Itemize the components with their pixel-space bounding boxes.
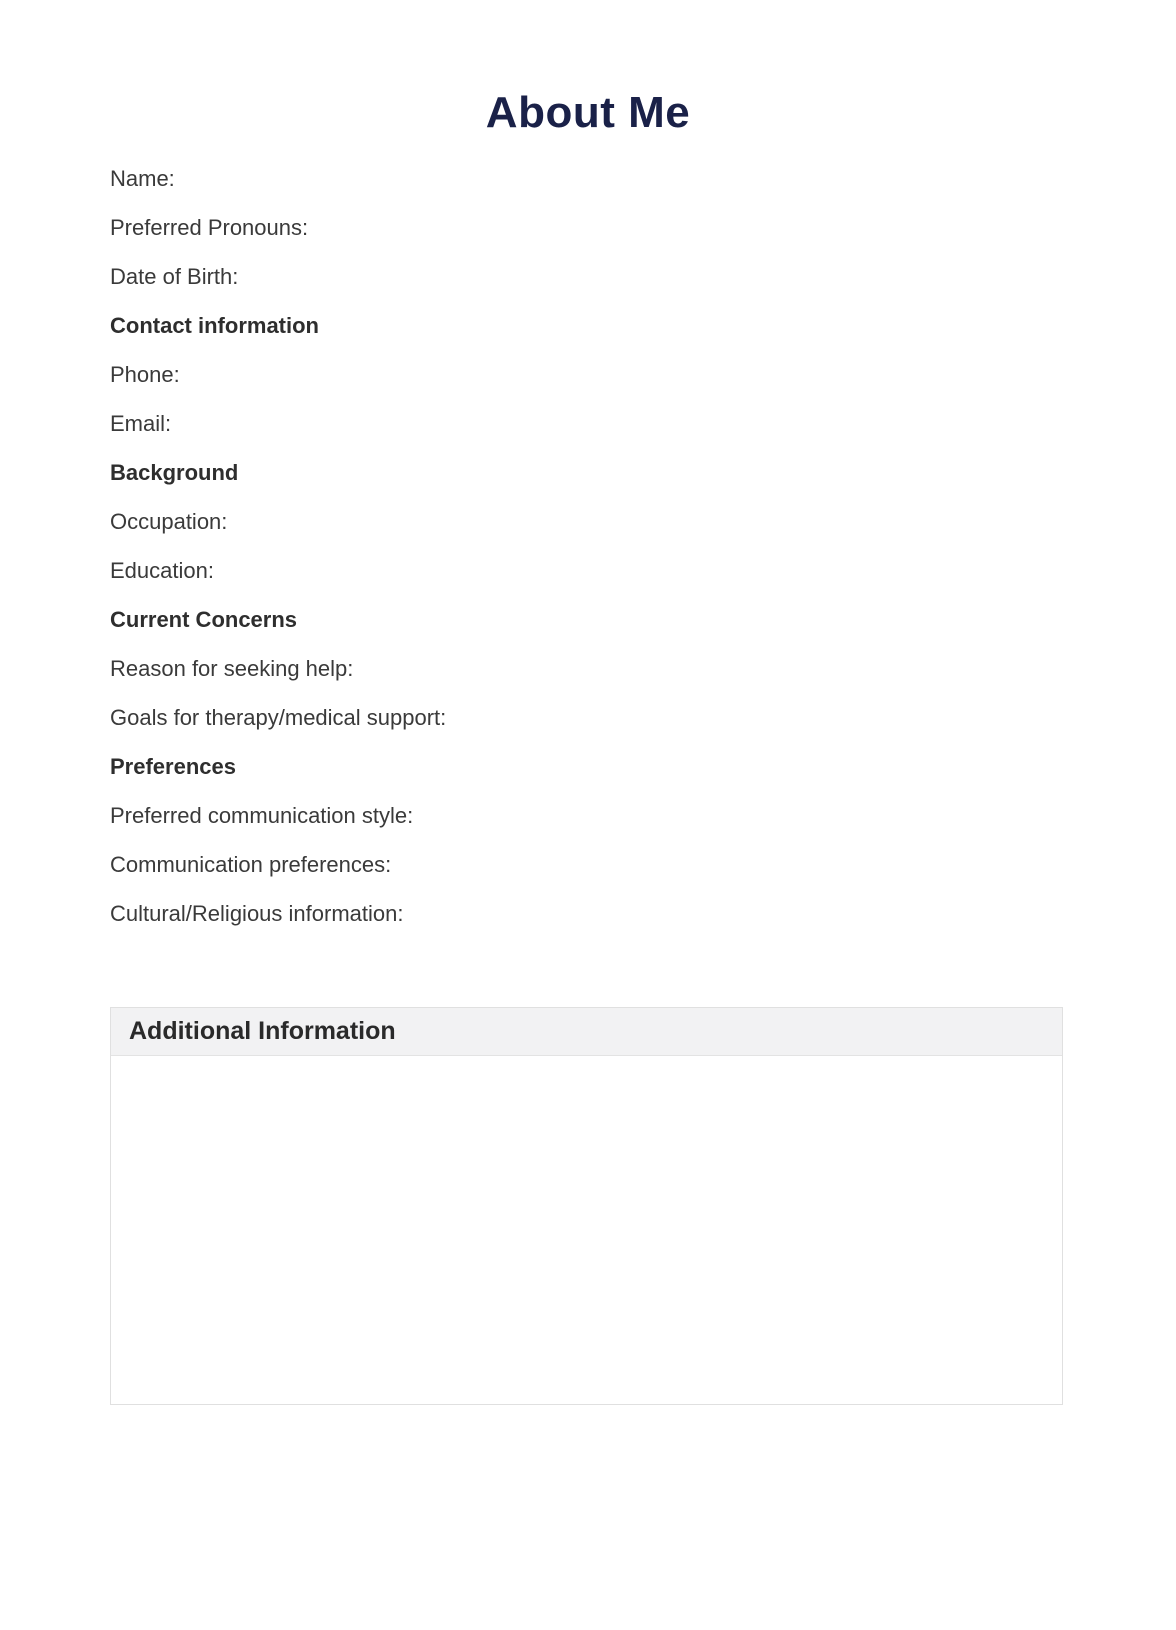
page-title: About Me: [485, 88, 691, 137]
field-label-name: Name:: [110, 166, 175, 191]
field-label-cultural-religious-information: Cultural/Religious information:: [110, 901, 404, 926]
additional-information-input-area[interactable]: [111, 1056, 1062, 1404]
document-body: [0, 166, 1176, 1405]
section-heading-background: Background: [110, 460, 239, 485]
field-label-occupation: Occupation:: [110, 509, 228, 534]
field-label-phone: Phone:: [110, 362, 180, 387]
field-label-communication-preferences: Communication preferences:: [110, 852, 392, 877]
field-label-preferred-pronouns: Preferred Pronouns:: [110, 215, 309, 240]
field-label-reason-for-seeking-help: Reason for seeking help:: [110, 656, 354, 681]
section-heading-preferences: Preferences: [110, 754, 236, 779]
section-heading-contact-information: Contact information: [110, 313, 319, 338]
field-label-education: Education:: [110, 558, 214, 583]
field-label-date-of-birth: Date of Birth:: [110, 264, 239, 289]
additional-information-header: Additional Information: [111, 1008, 1062, 1056]
section-heading-current-concerns: Current Concerns: [110, 607, 298, 632]
field-label-preferred-communication-style: Preferred communication style:: [110, 803, 414, 828]
field-label-goals-for-therapy: Goals for therapy/medical support:: [110, 705, 447, 730]
additional-information-box: [110, 1007, 1063, 1405]
field-label-email: Email:: [110, 411, 172, 436]
